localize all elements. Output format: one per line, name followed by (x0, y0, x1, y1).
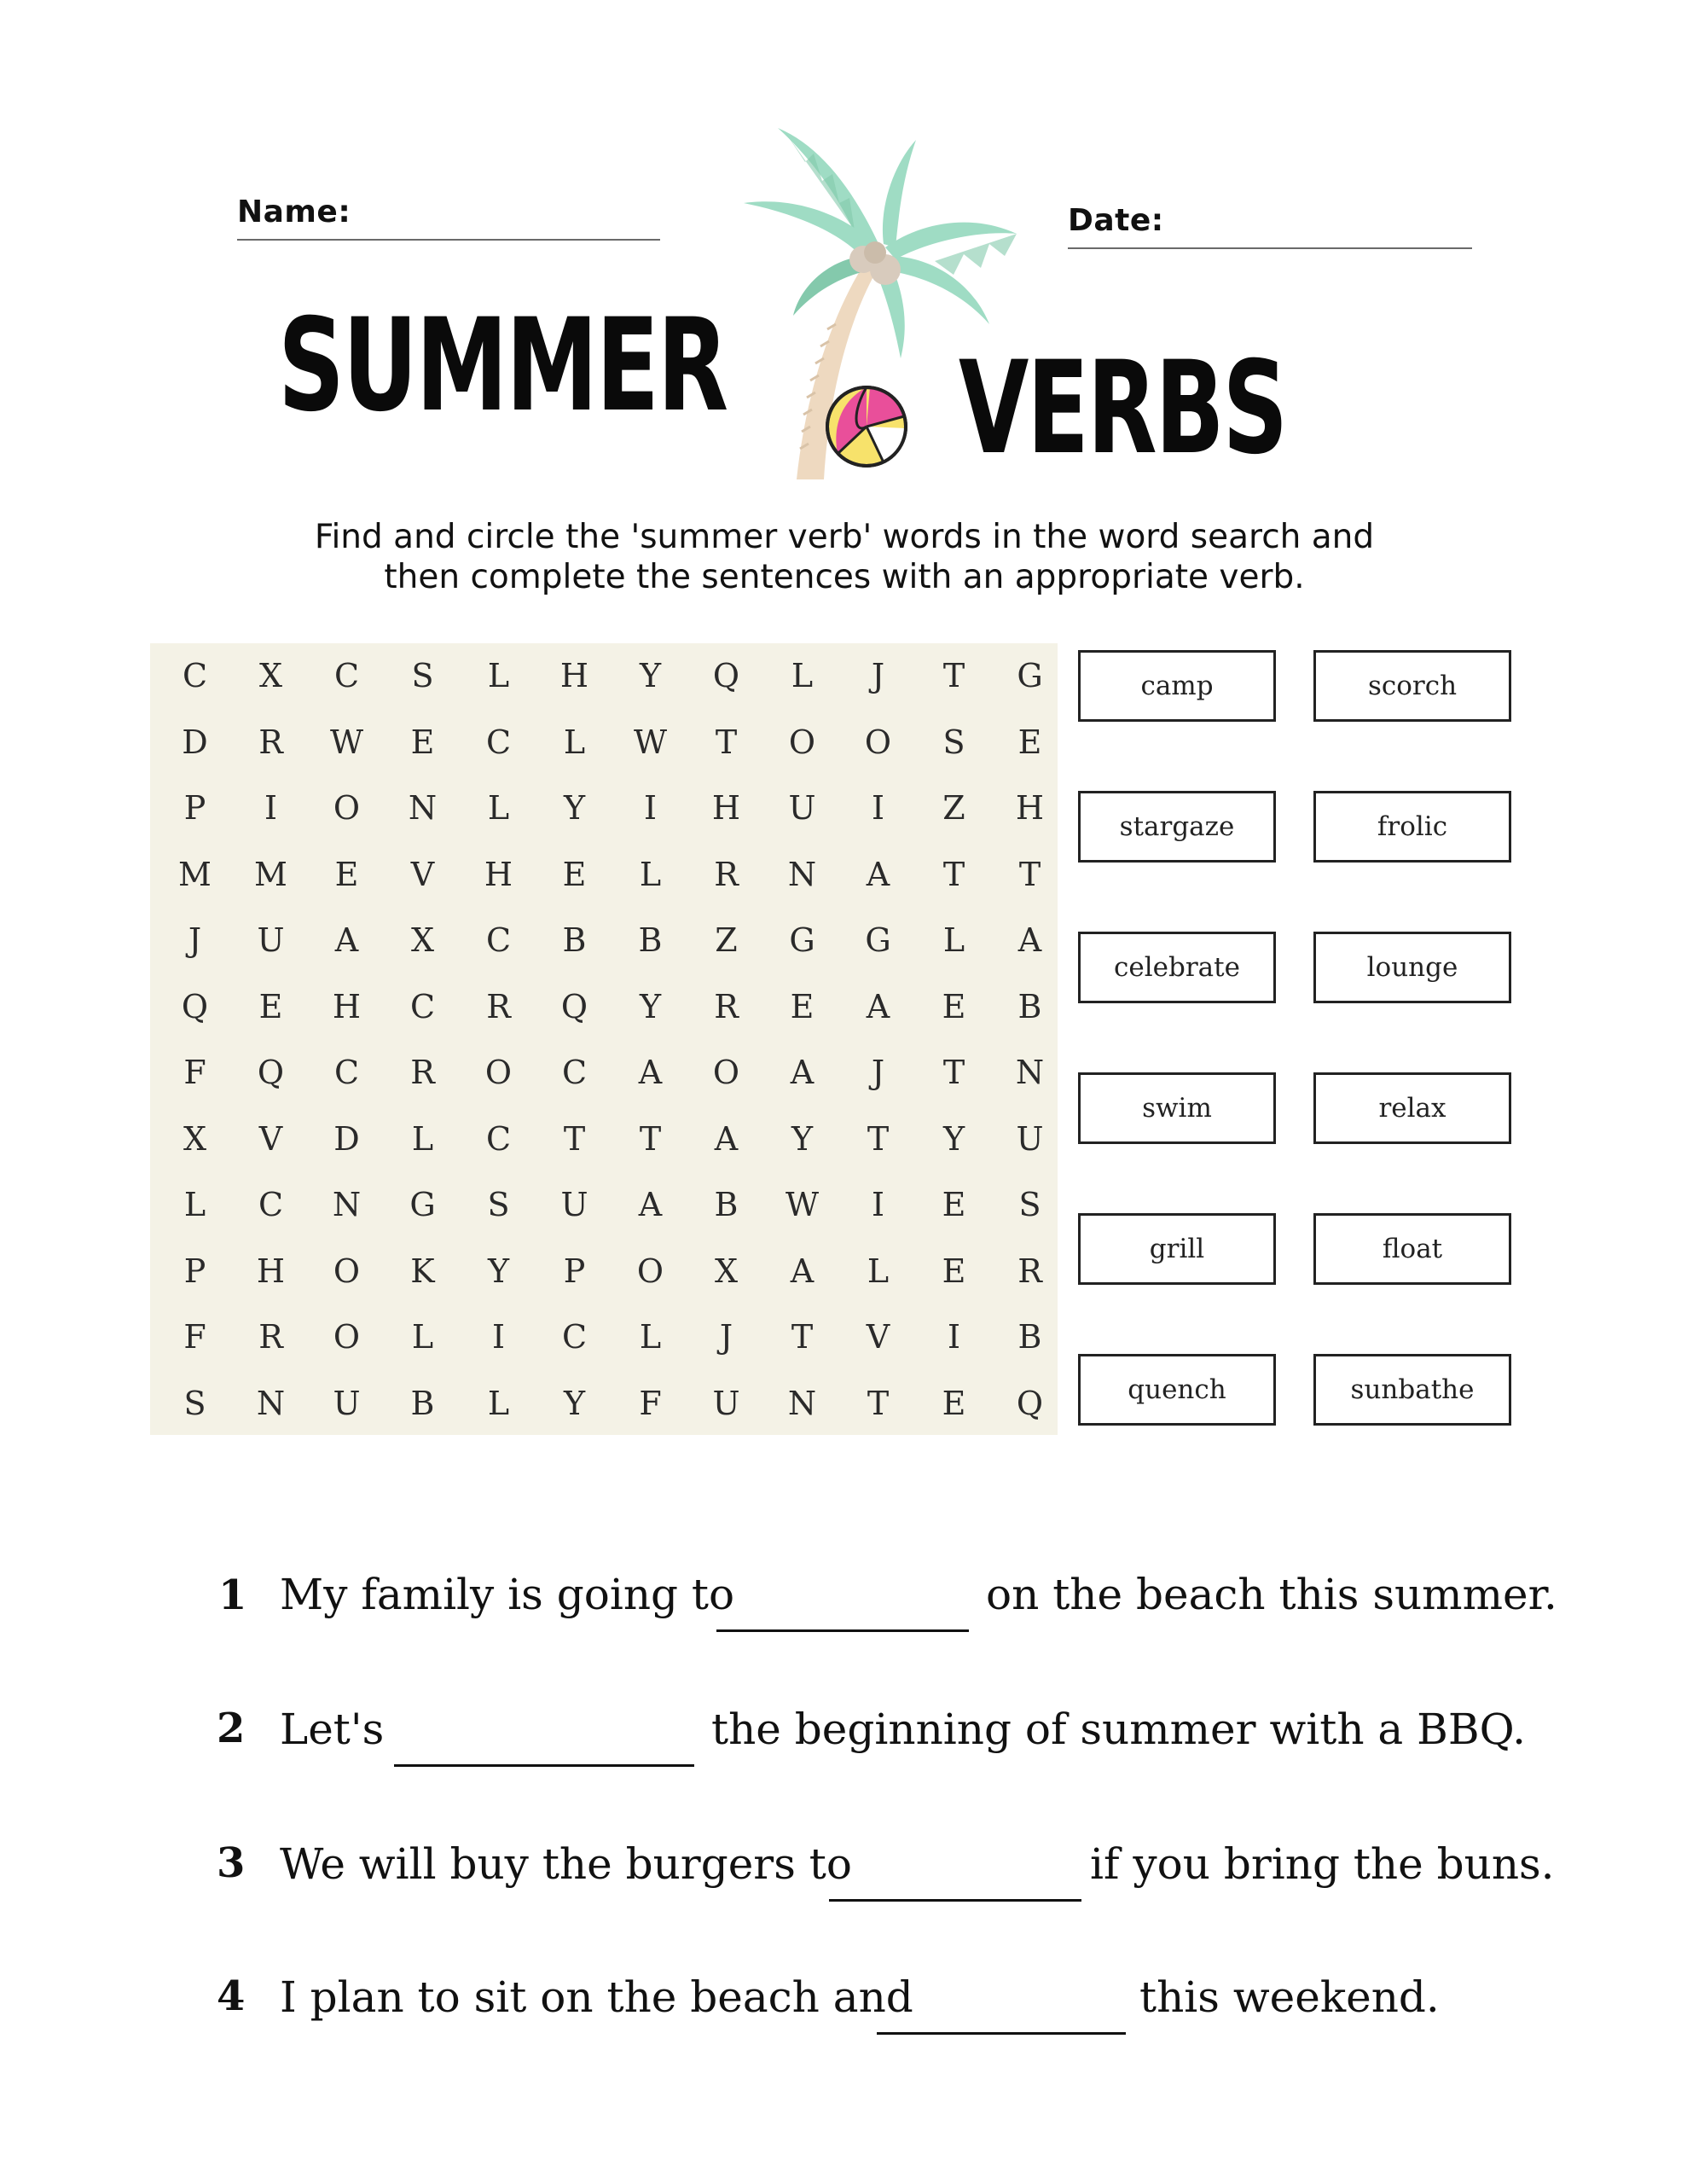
grid-letter-r8-c11[interactable]: Y (942, 1119, 965, 1158)
grid-letter-r5-c7[interactable]: B (638, 921, 663, 959)
sentence-number: 4 (217, 1972, 246, 2020)
grid-letter-r9-c4[interactable]: G (409, 1186, 436, 1223)
sentence-text-before: Let's (280, 1705, 385, 1754)
grid-letter-r7-c7[interactable]: A (638, 1054, 663, 1091)
grid-letter-r7-c8[interactable]: O (712, 1054, 740, 1091)
grid-letter-r3-c5[interactable]: L (487, 789, 510, 827)
grid-letter-r3-c7[interactable]: I (643, 789, 657, 827)
grid-letter-r2-c9[interactable]: O (788, 723, 816, 761)
sentence-number: 3 (217, 1839, 246, 1887)
grid-letter-r12-c4[interactable]: B (410, 1384, 435, 1422)
grid-letter-r10-c2[interactable]: H (256, 1252, 286, 1290)
grid-letter-r2-c7[interactable]: W (633, 723, 668, 761)
grid-letter-r12-c12[interactable]: Q (1016, 1384, 1044, 1422)
grid-letter-r8-c9[interactable]: Y (791, 1119, 814, 1158)
grid-letter-r1-c7[interactable]: Y (639, 657, 662, 694)
grid-letter-r4-c3[interactable]: E (334, 855, 359, 893)
grid-letter-r12-c5[interactable]: L (487, 1384, 510, 1422)
grid-letter-r10-c5[interactable]: Y (487, 1252, 510, 1290)
title-summer: SUMMER (278, 292, 727, 440)
grid-letter-r5-c9[interactable]: G (789, 921, 815, 959)
grid-letter-r6-c12[interactable]: B (1017, 987, 1042, 1025)
word-bank-item: float (1313, 1213, 1511, 1285)
sentence-number: 1 (218, 1571, 247, 1619)
word-bank-item: swim (1078, 1072, 1276, 1144)
grid-letter-r6-c10[interactable]: A (866, 987, 890, 1025)
grid-letter-r8-c10[interactable]: T (867, 1119, 890, 1158)
grid-letter-r11-c5[interactable]: I (491, 1318, 505, 1356)
grid-letter-r11-c6[interactable]: C (561, 1318, 588, 1356)
grid-letter-r11-c2[interactable]: R (258, 1318, 283, 1356)
grid-letter-r8-c2[interactable]: V (258, 1119, 283, 1158)
grid-letter-r7-c10[interactable]: J (871, 1054, 885, 1091)
grid-letter-r3-c10[interactable]: I (871, 789, 884, 827)
grid-letter-r2-c1[interactable]: D (182, 723, 208, 761)
name-label: Name: (237, 195, 351, 229)
grid-letter-r7-c1[interactable]: F (183, 1054, 206, 1091)
grid-letter-r8-c7[interactable]: T (639, 1119, 662, 1158)
name-line[interactable] (237, 239, 660, 241)
date-line[interactable] (1068, 247, 1472, 249)
grid-letter-r3-c12[interactable]: H (1015, 789, 1045, 827)
grid-letter-r5-c12[interactable]: A (1017, 921, 1042, 959)
grid-letter-r4-c4[interactable]: V (410, 855, 435, 893)
grid-letter-r3-c1[interactable]: P (183, 789, 206, 827)
grid-letter-r2-c3[interactable]: W (329, 723, 364, 761)
grid-letter-r12-c8[interactable]: U (712, 1384, 740, 1422)
grid-letter-r3-c9[interactable]: U (788, 789, 816, 827)
grid-letter-r5-c6[interactable]: B (562, 921, 587, 959)
word-bank-item: camp (1078, 650, 1276, 722)
grid-letter-r9-c10[interactable]: I (871, 1186, 884, 1223)
grid-letter-r1-c5[interactable]: L (487, 657, 510, 694)
grid-letter-r7-c9[interactable]: A (790, 1054, 815, 1091)
sentence-blank[interactable] (716, 1629, 969, 1632)
grid-letter-r8-c4[interactable]: L (411, 1119, 434, 1158)
grid-letter-r11-c11[interactable]: I (947, 1318, 960, 1356)
grid-letter-r6-c2[interactable]: E (258, 987, 283, 1025)
grid-letter-r7-c6[interactable]: C (561, 1054, 588, 1091)
grid-letter-r9-c9[interactable]: W (785, 1186, 820, 1223)
grid-letter-r1-c12[interactable]: G (1017, 657, 1043, 694)
grid-letter-r9-c8[interactable]: B (714, 1186, 739, 1223)
grid-letter-r5-c10[interactable]: G (865, 921, 891, 959)
sentence-number: 2 (217, 1705, 246, 1752)
word-search-grid (150, 643, 1058, 1435)
grid-letter-r6-c5[interactable]: R (486, 987, 511, 1025)
grid-letter-r6-c1[interactable]: Q (181, 987, 209, 1025)
grid-letter-r5-c11[interactable]: L (942, 921, 965, 959)
grid-letter-r11-c3[interactable]: O (333, 1318, 361, 1356)
grid-letter-r1-c2[interactable]: X (258, 657, 283, 694)
grid-letter-r10-c4[interactable]: K (410, 1252, 435, 1290)
grid-letter-r1-c10[interactable]: J (871, 657, 885, 694)
grid-letter-r4-c2[interactable]: M (254, 855, 287, 893)
grid-letter-r1-c8[interactable]: Q (712, 657, 740, 694)
grid-letter-r1-c6[interactable]: H (559, 657, 589, 694)
grid-letter-r11-c7[interactable]: L (639, 1318, 662, 1356)
grid-letter-r6-c4[interactable]: C (409, 987, 436, 1025)
word-bank-item: grill (1078, 1213, 1276, 1285)
grid-letter-r6-c7[interactable]: Y (639, 987, 662, 1025)
beach-ball-icon (827, 387, 906, 466)
grid-letter-r2-c11[interactable]: S (942, 723, 965, 761)
grid-letter-r7-c5[interactable]: O (484, 1054, 513, 1091)
grid-letter-r10-c12[interactable]: R (1017, 1252, 1042, 1290)
grid-letter-r6-c9[interactable]: E (790, 987, 815, 1025)
grid-letter-r2-c10[interactable]: O (864, 723, 892, 761)
instructions-text: Find and circle the 'summer verb' words in the word search and then complete the sentences with an appropriate verb. (314, 518, 1375, 596)
grid-letter-r8-c3[interactable]: D (333, 1119, 360, 1158)
grid-letter-r5-c4[interactable]: X (410, 921, 435, 959)
grid-letter-r10-c11[interactable]: E (942, 1252, 966, 1290)
sentence-text-before: We will buy the burgers to (280, 1839, 852, 1889)
sentence-text-after: on the beach this summer. (986, 1570, 1557, 1619)
grid-letter-r7-c11[interactable]: T (942, 1054, 965, 1091)
grid-letter-r1-c4[interactable]: S (411, 657, 434, 694)
grid-letter-r2-c6[interactable]: L (563, 723, 586, 761)
word-bank-item: relax (1313, 1072, 1511, 1144)
grid-letter-r4-c7[interactable]: L (639, 855, 662, 893)
grid-letter-r12-c7[interactable]: F (639, 1384, 662, 1422)
grid-letter-r7-c3[interactable]: C (333, 1054, 360, 1091)
grid-letter-r4-c8[interactable]: R (714, 855, 739, 893)
grid-letter-r4-c5[interactable]: H (484, 855, 513, 893)
grid-letter-r3-c3[interactable]: O (333, 789, 361, 827)
grid-letter-r10-c8[interactable]: X (714, 1252, 739, 1290)
grid-letter-r12-c9[interactable]: N (787, 1384, 817, 1422)
grid-letter-r9-c12[interactable]: S (1018, 1186, 1041, 1223)
grid-letter-r1-c11[interactable]: T (942, 657, 965, 694)
grid-letter-r8-c8[interactable]: A (714, 1119, 739, 1158)
word-bank-item: scorch (1313, 650, 1511, 722)
sentence-blank[interactable] (829, 1899, 1081, 1902)
grid-letter-r6-c3[interactable]: H (332, 987, 362, 1025)
grid-letter-r12-c2[interactable]: N (256, 1384, 286, 1422)
grid-letter-r3-c8[interactable]: H (711, 789, 741, 827)
grid-letter-r12-c11[interactable]: E (942, 1384, 966, 1422)
grid-letter-r10-c9[interactable]: A (790, 1252, 815, 1290)
grid-letter-r11-c9[interactable]: T (791, 1318, 814, 1356)
grid-letter-r3-c2[interactable]: I (264, 789, 277, 827)
grid-letter-r2-c4[interactable]: E (410, 723, 435, 761)
grid-letter-r12-c10[interactable]: T (867, 1384, 890, 1422)
grid-letter-r5-c5[interactable]: C (485, 921, 512, 959)
sentence-blank[interactable] (877, 2032, 1126, 2035)
grid-letter-r8-c6[interactable]: T (563, 1119, 586, 1158)
grid-letter-r10-c3[interactable]: O (333, 1252, 361, 1290)
sentence-text-after: the beginning of summer with a BBQ. (711, 1705, 1527, 1754)
grid-letter-r9-c6[interactable]: U (560, 1186, 588, 1223)
grid-letter-r7-c4[interactable]: R (410, 1054, 435, 1091)
grid-letter-r5-c1[interactable]: J (188, 921, 202, 959)
grid-letter-r11-c4[interactable]: L (411, 1318, 434, 1356)
grid-letter-r3-c4[interactable]: N (408, 789, 438, 827)
word-bank-item: stargaze (1078, 791, 1276, 863)
word-bank-item: quench (1078, 1354, 1276, 1426)
sentence-text-after: this weekend. (1139, 1972, 1440, 2022)
palm-tree-illustration (733, 128, 1041, 486)
grid-letter-r10-c7[interactable]: O (636, 1252, 664, 1290)
sentence-blank[interactable] (394, 1764, 694, 1767)
grid-letter-r6-c8[interactable]: R (714, 987, 739, 1025)
grid-letter-r10-c1[interactable]: P (183, 1252, 206, 1290)
grid-letter-r3-c6[interactable]: Y (563, 789, 586, 827)
grid-letter-r8-c5[interactable]: C (485, 1119, 512, 1158)
grid-letter-r10-c10[interactable]: L (867, 1252, 890, 1290)
grid-letter-r10-c6[interactable]: P (563, 1252, 586, 1290)
grid-letter-r2-c12[interactable]: E (1017, 723, 1042, 761)
word-bank-item: frolic (1313, 791, 1511, 863)
grid-letter-r11-c12[interactable]: B (1017, 1318, 1042, 1356)
grid-letter-r11-c10[interactable]: V (866, 1318, 890, 1356)
grid-letter-r4-c9[interactable]: N (787, 855, 817, 893)
grid-letter-r11-c1[interactable]: F (183, 1318, 206, 1356)
grid-letter-r3-c11[interactable]: Z (942, 789, 965, 827)
title-verbs: VERBS (959, 334, 1286, 483)
grid-letter-r6-c6[interactable]: Q (560, 987, 588, 1025)
grid-letter-r9-c11[interactable]: E (942, 1186, 966, 1223)
grid-letter-r4-c6[interactable]: E (562, 855, 587, 893)
grid-letter-r5-c8[interactable]: Z (715, 921, 738, 959)
grid-letter-r2-c2[interactable]: R (258, 723, 283, 761)
grid-letter-r2-c5[interactable]: C (485, 723, 512, 761)
date-label: Date: (1068, 203, 1164, 238)
grid-letter-r4-c10[interactable]: A (866, 855, 890, 893)
grid-letter-r4-c12[interactable]: T (1018, 855, 1041, 893)
grid-letter-r1-c9[interactable]: L (791, 657, 814, 694)
grid-letter-r9-c1[interactable]: L (183, 1186, 206, 1223)
grid-letter-r4-c11[interactable]: T (942, 855, 965, 893)
word-bank-item: celebrate (1078, 932, 1276, 1003)
grid-letter-r9-c2[interactable]: C (258, 1186, 284, 1223)
grid-letter-r4-c1[interactable]: M (178, 855, 212, 893)
grid-letter-r7-c12[interactable]: N (1015, 1054, 1045, 1091)
grid-letter-r1-c3[interactable]: C (333, 657, 360, 694)
grid-letter-r12-c3[interactable]: U (333, 1384, 361, 1422)
grid-letter-r8-c1[interactable]: X (183, 1119, 207, 1158)
grid-letter-r12-c1[interactable]: S (183, 1384, 206, 1422)
grid-letter-r2-c8[interactable]: T (715, 723, 738, 761)
grid-letter-r9-c3[interactable]: N (332, 1186, 362, 1223)
sentence-text-after: if you bring the buns. (1090, 1839, 1555, 1889)
word-bank-item: lounge (1313, 932, 1511, 1003)
sentence-text-before: My family is going to (280, 1570, 735, 1619)
word-bank-item: sunbathe (1313, 1354, 1511, 1426)
grid-letter-r9-c5[interactable]: S (487, 1186, 510, 1223)
grid-letter-r8-c12[interactable]: U (1016, 1119, 1044, 1158)
grid-letter-r5-c3[interactable]: A (334, 921, 359, 959)
grid-letter-r7-c2[interactable]: Q (257, 1054, 285, 1091)
grid-letter-r11-c8[interactable]: J (719, 1318, 733, 1356)
grid-letter-r1-c1[interactable]: C (182, 657, 208, 694)
grid-letter-r9-c7[interactable]: A (638, 1186, 663, 1223)
sentence-text-before: I plan to sit on the beach and (280, 1972, 913, 2022)
grid-letter-r5-c2[interactable]: U (257, 921, 285, 959)
grid-letter-r6-c11[interactable]: E (942, 987, 966, 1025)
grid-letter-r12-c6[interactable]: Y (563, 1384, 586, 1422)
